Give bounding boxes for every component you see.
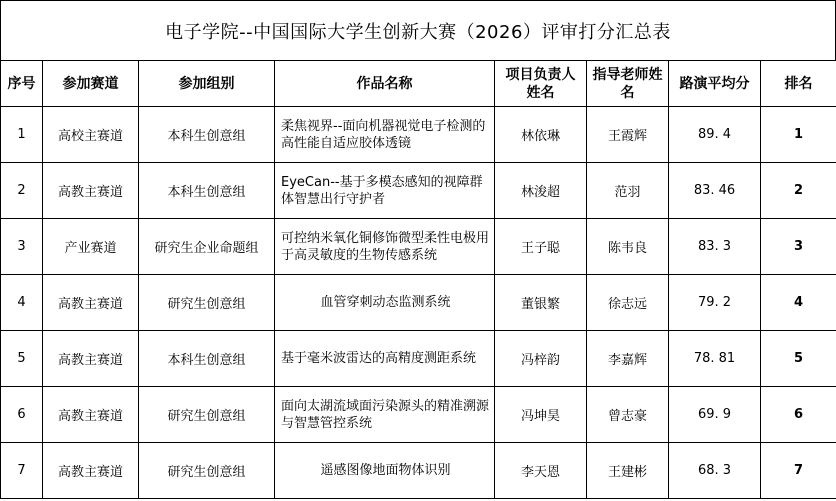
table-row: [1, 219, 836, 275]
cell-score: 69. 9: [669, 387, 761, 443]
cell-track: 高教主赛道: [43, 443, 139, 499]
cell-leader: 李天恩: [495, 443, 587, 499]
header-leader: 项目负责人姓名: [495, 61, 587, 107]
table-row: [1, 163, 836, 219]
cell-rank: 6: [761, 387, 836, 443]
cell-rank: 5: [761, 331, 836, 387]
cell-index: 4: [1, 275, 43, 331]
cell-track: 高教主赛道: [43, 331, 139, 387]
header-track: 参加赛道: [43, 61, 139, 107]
cell-work: 柔焦视界--面向机器视觉电子检测的高性能自适应胶体透镜: [275, 107, 495, 163]
cell-leader: 林浚超: [495, 163, 587, 219]
cell-advisor: 陈韦良: [587, 219, 669, 275]
cell-advisor: 王霞辉: [587, 107, 669, 163]
cell-score: 83. 46: [669, 163, 761, 219]
sheet-title: 电子学院--中国国际大学生创新大赛（2026）评审打分汇总表: [0, 0, 836, 60]
header-score: 路演平均分: [669, 61, 761, 107]
cell-track: 高教主赛道: [43, 387, 139, 443]
cell-score: 68. 3: [669, 443, 761, 499]
cell-track: 高教主赛道: [43, 275, 139, 331]
cell-advisor: 范羽: [587, 163, 669, 219]
header-advisor: 指导老师姓名: [587, 61, 669, 107]
cell-score: 78. 81: [669, 331, 761, 387]
cell-work: 基于毫米波雷达的高精度测距系统: [275, 331, 495, 387]
cell-rank: 4: [761, 275, 836, 331]
table-row: [1, 107, 836, 163]
table-row: [1, 331, 836, 387]
cell-advisor: 李嘉辉: [587, 331, 669, 387]
cell-advisor: 徐志远: [587, 275, 669, 331]
cell-leader: 董银繁: [495, 275, 587, 331]
header-rank: 排名: [761, 61, 836, 107]
cell-leader: 冯梓韵: [495, 331, 587, 387]
cell-advisor: 王建彬: [587, 443, 669, 499]
cell-index: 3: [1, 219, 43, 275]
cell-work: 血管穿刺动态监测系统: [275, 275, 495, 331]
cell-group: 研究生创意组: [139, 275, 275, 331]
cell-work: 可控纳米氧化铜修饰微型柔性电极用于高灵敏度的生物传感系统: [275, 219, 495, 275]
table-row: [1, 275, 836, 331]
cell-group: 研究生创意组: [139, 387, 275, 443]
cell-index: 7: [1, 443, 43, 499]
cell-index: 6: [1, 387, 43, 443]
cell-group: 研究生企业命题组: [139, 219, 275, 275]
cell-work: EyeCan--基于多模态感知的视障群体智慧出行守护者: [275, 163, 495, 219]
header-group: 参加组别: [139, 61, 275, 107]
cell-leader: 王子聪: [495, 219, 587, 275]
cell-track: 高教主赛道: [43, 163, 139, 219]
cell-work: 面向太湖流域面污染源头的精准溯源与智慧管控系统: [275, 387, 495, 443]
header-index: 序号: [1, 61, 43, 107]
cell-track: 产业赛道: [43, 219, 139, 275]
table-row: [1, 443, 836, 499]
cell-leader: 林依琳: [495, 107, 587, 163]
cell-group: 研究生创意组: [139, 443, 275, 499]
score-table: [0, 60, 836, 499]
cell-group: 本科生创意组: [139, 163, 275, 219]
cell-advisor: 曾志豪: [587, 387, 669, 443]
cell-rank: 3: [761, 219, 836, 275]
cell-work: 遥感图像地面物体识别: [275, 443, 495, 499]
cell-group: 本科生创意组: [139, 107, 275, 163]
cell-rank: 2: [761, 163, 836, 219]
cell-rank: 7: [761, 443, 836, 499]
cell-group: 本科生创意组: [139, 331, 275, 387]
cell-rank: 1: [761, 107, 836, 163]
cell-index: 1: [1, 107, 43, 163]
cell-index: 2: [1, 163, 43, 219]
cell-score: 83. 3: [669, 219, 761, 275]
cell-track: 高校主赛道: [43, 107, 139, 163]
cell-leader: 冯坤昊: [495, 387, 587, 443]
table-row: [1, 387, 836, 443]
cell-index: 5: [1, 331, 43, 387]
header-row: [1, 61, 836, 107]
cell-score: 79. 2: [669, 275, 761, 331]
header-work: 作品名称: [275, 61, 495, 107]
cell-score: 89. 4: [669, 107, 761, 163]
